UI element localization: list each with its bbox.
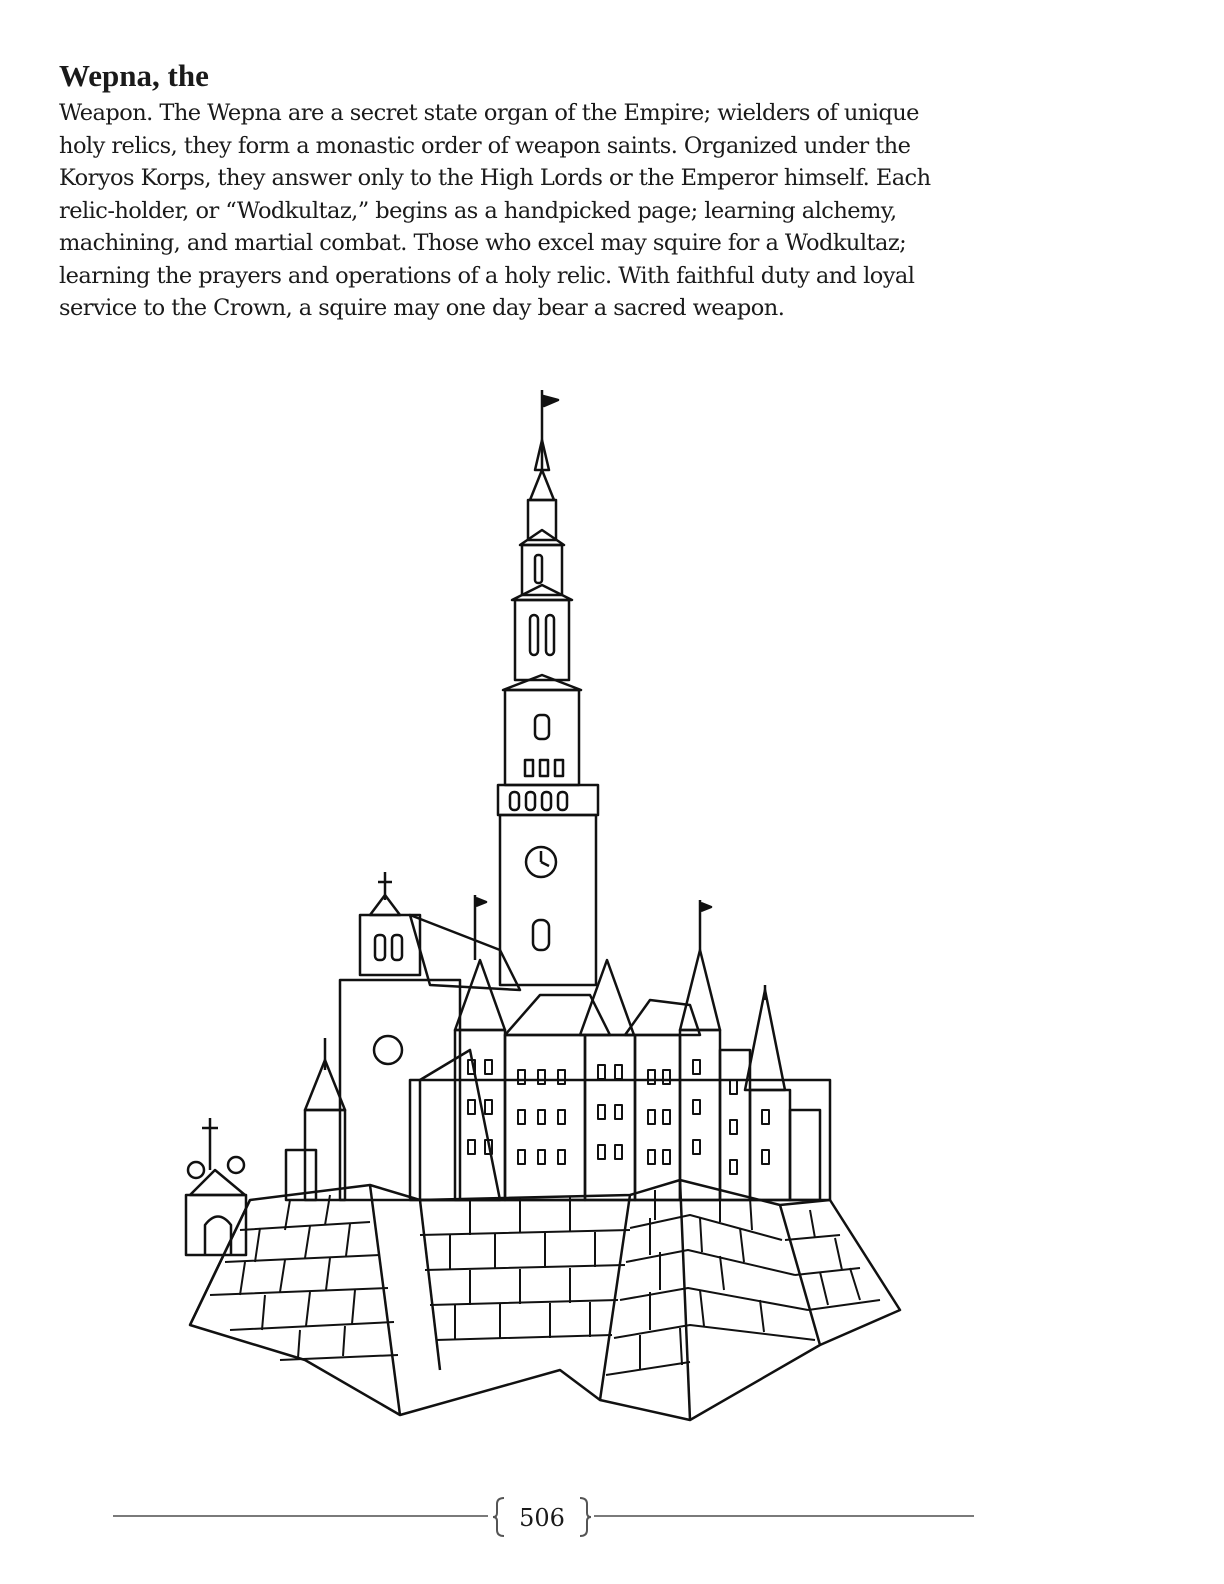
footer-rule-left xyxy=(113,1515,488,1517)
tower-spire xyxy=(503,390,581,690)
body-line: Weapon. The Wepna are a secret state organ of the Empire; wielders of unique xyxy=(59,100,919,126)
bastion-walls xyxy=(190,1180,900,1420)
body-line: learning the prayers and operations of a holy relic. With faithful duty and loyal xyxy=(59,262,915,289)
castle-illustration xyxy=(150,380,930,1430)
right-brace-icon xyxy=(578,1496,592,1538)
body-line: service to the Crown, a squire may one day bear a sacred weapon. xyxy=(59,295,785,321)
page-number: 506 xyxy=(519,1504,565,1532)
body-line: holy relics, they form a monastic order of weapon saints. Organized under the xyxy=(59,132,911,159)
entry-title: Wepna, the xyxy=(59,58,209,93)
body-line: relic-holder, or “Wodkultaz,” begins as a handpicked page; learning alchemy, xyxy=(59,197,897,224)
body-line: Koryos Korps, they answer only to the High Lords or the Emperor himself. Each xyxy=(59,165,931,191)
entry-body xyxy=(59,97,1059,325)
body-line: machining, and martial combat. Those who excel may squire for a Wodkultaz; xyxy=(59,230,907,256)
footer-rule-right xyxy=(594,1515,974,1517)
left-chapel xyxy=(186,1038,345,1255)
clock-tower xyxy=(498,690,598,985)
